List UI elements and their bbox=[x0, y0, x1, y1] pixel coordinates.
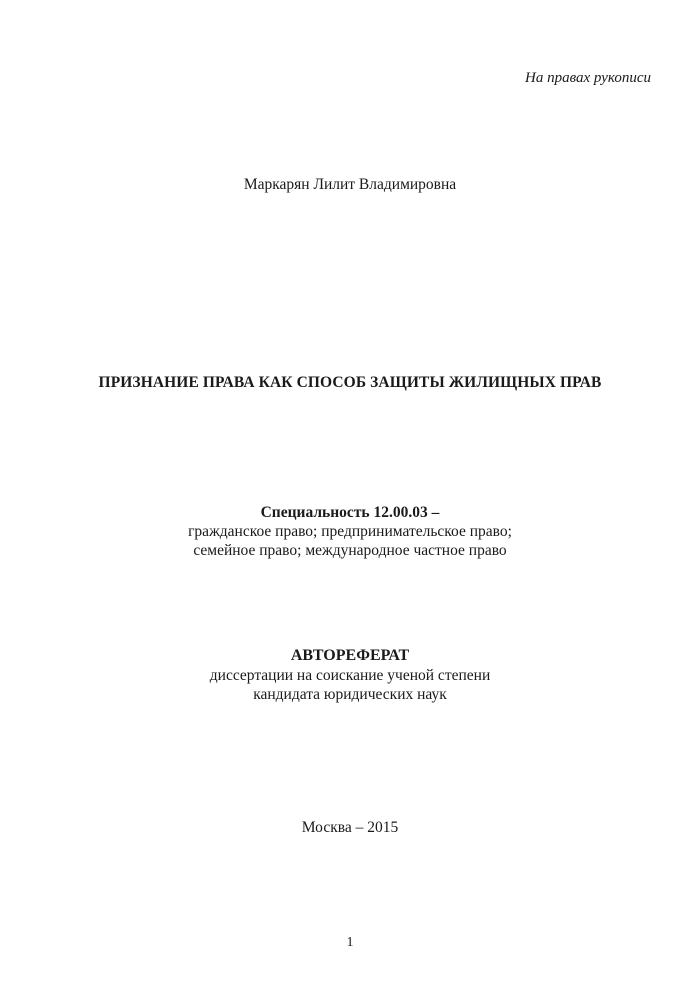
page-number: 1 bbox=[346, 935, 354, 950]
document-type-heading: АВТОРЕФЕРАТ bbox=[290, 647, 410, 664]
specialty-description-line-1: гражданское право; предпринимательское право; bbox=[188, 523, 512, 540]
author-name: Маркарян Лилит Владимировна bbox=[243, 176, 457, 193]
rights-note: На правах рукописи bbox=[525, 70, 651, 86]
document-type-line-2: кандидата юридических наук bbox=[253, 686, 447, 703]
place-and-year: Москва – 2015 bbox=[301, 819, 399, 836]
specialty-heading: Специальность 12.00.03 – bbox=[260, 504, 440, 521]
specialty-description-line-2: семейное право; международное частное право bbox=[193, 542, 507, 559]
document-type-line-1: диссертации на соискание ученой степени bbox=[209, 667, 491, 684]
dissertation-title: ПРИЗНАНИЕ ПРАВА КАК СПОСОБ ЗАЩИТЫ ЖИЛИЩНЫХ ПРАВ bbox=[98, 374, 602, 391]
